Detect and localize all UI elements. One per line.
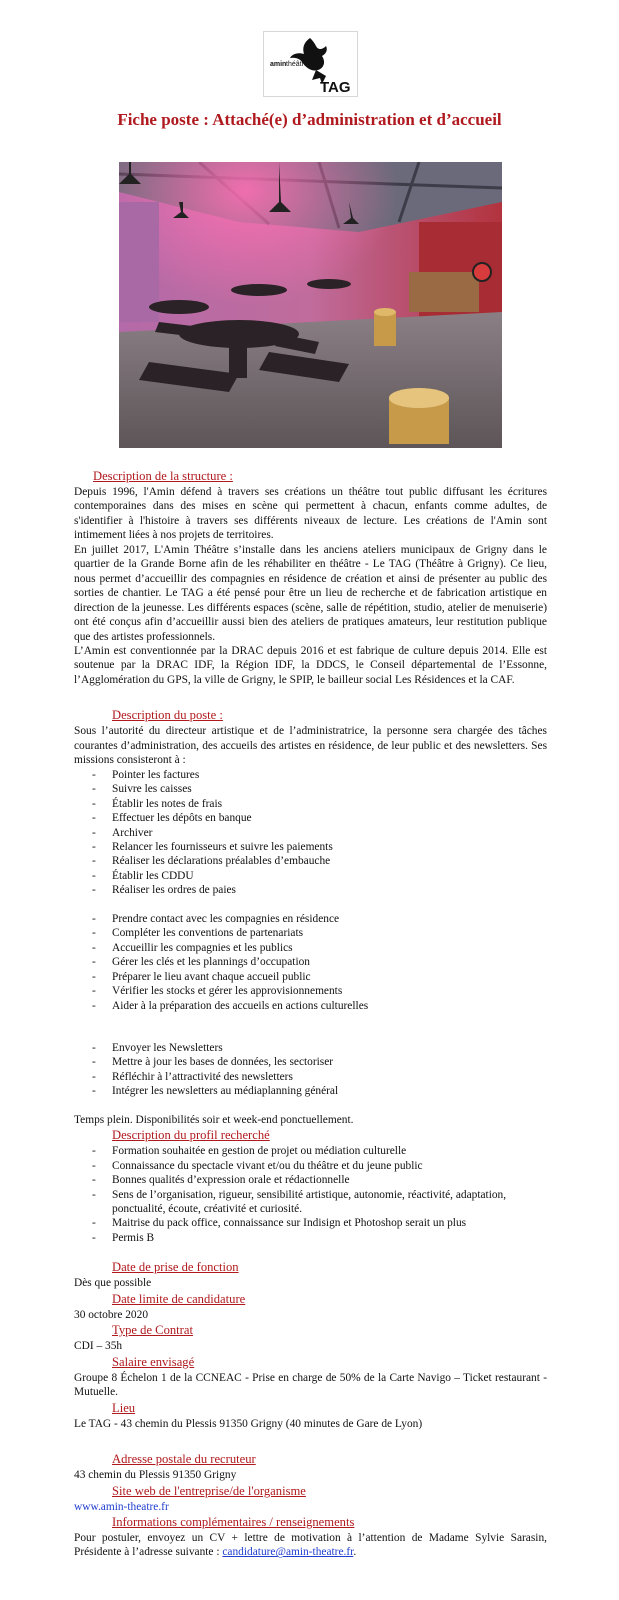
poste-intro: Sous l’autorité du directeur artistique et de l’administratrice, la personne sera chargée des tâches courantes d’administration, des accueils des artistes en résidence, de leur public et des newsletters. Ses missions consisteront à : <box>74 725 547 767</box>
deadline-heading: Date limite de candidature <box>112 1291 246 1306</box>
poste-heading: Description du poste : <box>112 708 223 723</box>
list-item: - Relancer les fournisseurs et suivre les paiements <box>74 840 547 854</box>
list-item: - Intégrer les newsletters au médiaplanning général <box>74 1084 547 1098</box>
structure-paragraph-1: Depuis 1996, l'Amin défend à travers ses créations un théâtre tout public diffusant les écritures contemporaines dans des mises en scène qui permettent à chacun, enfants comme adultes, de s'identifier à l'histoire à travers ses différents niveaux de lecture. Les créations de l'Amin sont intimement liées à nos projets de territoires. <box>74 486 547 542</box>
list-item: - Formation souhaitée en gestion de projet ou médiation culturelle <box>74 1144 547 1158</box>
contract-value: CDI – 35h <box>74 1340 123 1353</box>
reception-tasks-list <box>74 912 547 1013</box>
list-item: - Maitrise du pack office, connaissance sur Indisign et Photoshop serait un plus <box>74 1216 547 1230</box>
salary-value: Groupe 8 Échelon 1 de la CCNEAC - Prise en charge de 50% de la Carte Navigo – Ticket restaurant - Mutuelle. <box>74 1371 547 1399</box>
newsletter-tasks-list <box>74 1041 547 1099</box>
admin-tasks-list <box>74 768 547 898</box>
list-item: - Établir les CDDU <box>74 869 547 883</box>
postal-address-heading: Adresse postale du recruteur <box>112 1452 256 1467</box>
info-heading: Informations complémentaires / renseignements <box>112 1515 355 1530</box>
postal-address-value: 43 chemin du Plessis 91350 Grigny <box>74 1469 237 1482</box>
list-item: - Réfléchir à l’attractivité des newsletters <box>74 1070 547 1084</box>
profil-heading: Description du profil recherché <box>112 1128 270 1143</box>
profile-list <box>74 1144 547 1245</box>
start-date-value: Dès que possible <box>74 1277 152 1290</box>
deadline-value: 30 octobre 2020 <box>74 1308 149 1321</box>
salary-heading: Salaire envisagé <box>112 1354 195 1369</box>
list-item: - Suivre les caisses <box>74 782 547 796</box>
theatre-hall-photo <box>119 162 502 448</box>
start-date-heading: Date de prise de fonction <box>112 1260 239 1275</box>
list-item: - Bonnes qualités d’expression orale et rédactionnelle <box>74 1173 547 1187</box>
list-item: - Aider à la préparation des accueils en actions culturelles <box>74 999 547 1013</box>
list-item: - Envoyer les Newsletters <box>74 1041 547 1055</box>
page-title: Fiche poste : Attaché(e) d’administration et d’accueil <box>117 110 502 129</box>
amin-theatre-logo <box>263 31 358 97</box>
list-item: - Sens de l’organisation, rigueur, sensibilité artistique, autonomie, réactivité, adaptation, ponctualité, écoute, créativité et curiosité. <box>74 1188 547 1217</box>
list-item: - Accueillir les compagnies et les publics <box>74 941 547 955</box>
info-text: Pour postuler, envoyez un CV + lettre de motivation à l’attention de Madame Sylvie Sarasin, Présidente à l’adresse suivante : <box>74 1532 547 1559</box>
info-paragraph <box>74 1531 547 1560</box>
list-item: - Préparer le lieu avant chaque accueil public <box>74 970 547 984</box>
list-item: - Prendre contact avec les compagnies en résidence <box>74 912 547 926</box>
list-item: - Mettre à jour les bases de données, les sectoriser <box>74 1055 547 1069</box>
list-item: - Connaissance du spectacle vivant et/ou du théâtre et du jeune public <box>74 1159 547 1173</box>
contract-heading: Type de Contrat <box>112 1323 193 1338</box>
website-link[interactable]: www.amin-theatre.fr <box>74 1500 169 1513</box>
structure-paragraph-3: L’Amin est conventionnée par la DRAC depuis 2016 et est fabrique de culture depuis 2014. Elle est soutenue par la DRAC IDF, la Région IDF, la DDCS, le Conseil départemental de l’Essonne, l’Agglomération du GPS, la ville de Grigny, le SPIP, le bailleur social Les Résidences et la CAF. <box>74 644 547 686</box>
working-time: Temps plein. Disponibilités soir et week-end ponctuellement. <box>74 1113 354 1126</box>
info-tail: . <box>353 1546 357 1559</box>
logo-text-tag: TAG <box>320 79 351 96</box>
job-posting-body <box>74 468 547 1560</box>
candidature-email-link[interactable]: candidature@amin-theatre.fr <box>222 1546 354 1559</box>
logo-text-theatre: théâtre <box>286 61 308 68</box>
logo-text-amin: amin <box>270 61 287 68</box>
location-heading: Lieu <box>112 1400 136 1415</box>
list-item: - Réaliser les déclarations préalables d’embauche <box>74 854 547 868</box>
list-item: - Réaliser les ordres de paies <box>74 883 547 897</box>
list-item: - Vérifier les stocks et gérer les approvisionnements <box>74 984 547 998</box>
location-value: Le TAG - 43 chemin du Plessis 91350 Grigny (40 minutes de Gare de Lyon) <box>74 1417 423 1430</box>
list-item: - Compléter les conventions de partenariats <box>74 926 547 940</box>
list-item: - Permis B <box>74 1231 547 1245</box>
website-heading: Site web de l'entreprise/de l'organisme <box>112 1483 306 1498</box>
list-item: - Établir les notes de frais <box>74 797 547 811</box>
list-item: - Archiver <box>74 826 547 840</box>
structure-paragraph-2: En juillet 2017, L'Amin Théâtre s’installe dans les anciens ateliers municipaux de Grigny dans le quartier de la Grande Borne afin de les réhabiliter en théâtre - Le TAG (Théâtre à Grigny). Ce lieu, nous permet d’accueillir des compagnies en résidence de création et ainsi de présenter au public des sorties de chantier. Le TAG a été pensé pour être un lieu de recherche et de fabrication artistique en direction de la jeunesse. Les différents espaces (scène, salle de répétition, studio, atelier de menuiserie) ont été conçus afin d’accueillir aussi bien des ateliers de pratiques amateurs, leur restitution publique que des artistes professionnels. <box>74 543 547 643</box>
list-item: - Gérer les clés et les plannings d’occupation <box>74 955 547 969</box>
structure-heading: Description de la structure : <box>93 469 233 483</box>
list-item: - Effectuer les dépôts en banque <box>74 811 547 825</box>
list-item: - Pointer les factures <box>74 768 547 782</box>
